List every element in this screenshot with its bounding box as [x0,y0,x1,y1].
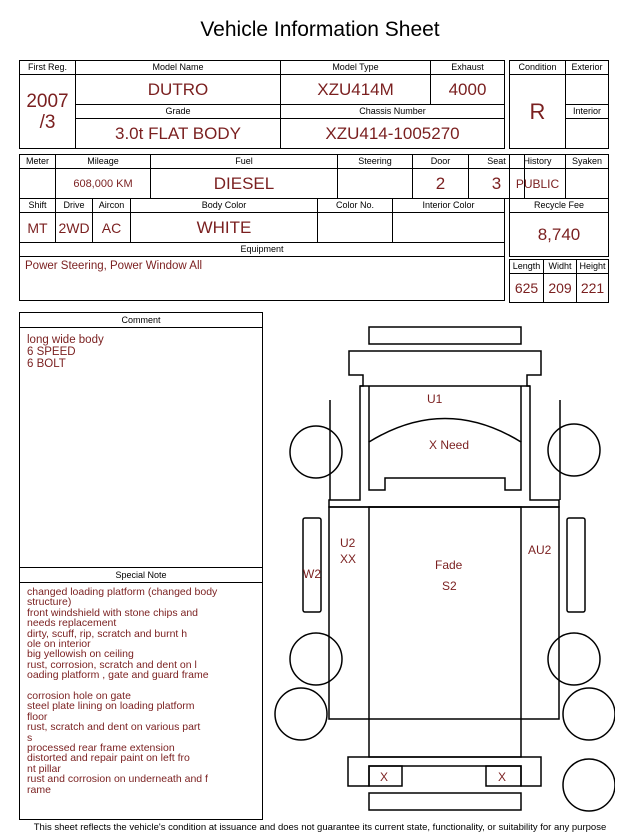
mark-u2: U2 [340,536,356,550]
drive-value: 2WD [56,213,93,243]
note-line: rust, scratch and dent on various part [27,721,201,734]
history-value: PUBLIC [510,169,566,199]
fuel-value: DIESEL [151,169,338,199]
condition-table [509,60,609,149]
condition-label: Condition [510,61,566,75]
mark-xx: XX [340,552,357,566]
note-line: steel plate lining on loading platform [27,700,195,713]
mark-x-need: X Need [429,438,470,452]
comment-line: 6 BOLT [27,358,66,370]
spec-table [19,154,525,199]
note-line: distorted and repair paint on left fro [27,752,190,765]
note-line: rame [27,783,51,796]
mileage-value: 608,000 KM [56,169,151,199]
history-table [509,154,609,257]
first-reg-label: First Reg. [20,61,76,75]
steering-label: Steering [338,155,413,169]
length-value: 625 [510,274,544,303]
sheet-title: Vehicle Information Sheet [200,18,440,41]
note-line: oading platform , gate and guard frame [27,669,209,682]
mileage-label: Mileage [56,155,151,169]
truck-diagram [270,320,615,815]
exterior-value [566,75,609,105]
wheel-rear-left [275,688,327,740]
wheel-mid-left [290,633,342,685]
exhaust-label: Exhaust [431,61,505,75]
wheel-rear-right-outer [563,759,615,811]
comment-heading: Comment [20,313,262,328]
front-bumper [369,327,521,344]
door-value: 2 [413,169,469,199]
shift-value: MT [20,213,56,243]
meter-value [20,169,56,199]
condition-value: R [510,75,566,149]
model-table [19,60,505,149]
steering-value [338,169,413,199]
model-name-value: DUTRO [76,75,281,105]
length-label: Length [510,260,544,274]
fuel-label: Fuel [151,155,338,169]
note-line: big yellowish on ceiling [27,648,134,661]
note-line: structure) [27,596,72,609]
chassis-number-label: Chassis Number [281,105,505,119]
mark-fade: Fade [435,558,463,572]
recycle-fee-value: 8,740 [510,213,609,257]
note-line: needs replacement [27,617,117,630]
model-type-label: Model Type [281,61,431,75]
chassis-number-value: XZU414-1005270 [281,119,505,149]
mark-x-right: X [498,770,507,784]
note-line: corrosion hole on gate [27,690,131,703]
meter-label: Meter [20,155,56,169]
interior-color-value [393,213,505,243]
special-note-heading: Special Note [20,568,262,583]
mark-s2: S2 [442,579,457,593]
special-note-section [20,567,262,795]
right-side-panel [567,518,585,612]
grade-value: 3.0t FLAT BODY [76,119,281,149]
seat-label: Seat [469,155,525,169]
height-label: Height [577,260,609,274]
loading-bed [329,507,559,719]
note-line: processed rear frame extension [27,742,175,755]
comment-list [20,328,262,370]
note-line: s [27,731,33,744]
aircon-label: Aircon [93,199,131,213]
grade-label: Grade [76,105,281,119]
note-line: rust and corrosion on underneath and f [27,773,208,786]
equipment-label: Equipment [20,243,505,257]
dimension-table [509,259,609,303]
note-line: ole on interior [27,638,91,651]
note-line: floor [27,710,48,723]
disclaimer-footer: This sheet reflects the vehicle's condition at issuance and does not guarantee its current state, functionality, or suitability for any purpose [33,822,607,833]
rear-frame [348,757,541,786]
door-label: Door [413,155,469,169]
model-name-label: Model Name [76,61,281,75]
exterior-label: Exterior [566,61,609,75]
color-table [19,198,505,301]
note-line: nt pillar [27,762,61,775]
history-label: History [510,155,566,169]
exhaust-value: 4000 [431,75,505,105]
left-side-panel [303,518,321,612]
mark-u1: U1 [427,392,443,406]
note-line: changed loading platform (changed body [27,586,218,598]
mark-x-left: X [380,770,389,784]
body-color-label: Body Color [131,199,318,213]
mark-au2: AU2 [528,543,552,557]
recycle-fee-label: Recycle Fee [510,199,609,213]
first-reg-value [20,75,76,149]
wheel-mid-right [548,633,600,685]
color-no-value [318,213,393,243]
comment-panel [19,312,263,820]
first-reg-month: /3 [39,111,56,133]
first-reg-year: 2007 [26,90,69,112]
drive-label: Drive [56,199,93,213]
comment-line: 6 SPEED [27,346,76,358]
rear-bumper [369,793,521,810]
wheel-front-left [290,426,342,478]
interior-value [566,119,609,149]
interior-label: Interior [566,105,609,119]
height-value: 221 [577,274,609,303]
equipment-value: Power Steering, Power Window All [20,257,505,301]
shift-label: Shift [20,199,56,213]
mark-w2: W2 [303,567,321,581]
color-no-label: Color No. [318,199,393,213]
note-line: dirty, scuff, rip, scratch and burnt h [27,627,188,640]
aircon-value: AC [93,213,131,243]
width-value: 209 [544,274,577,303]
width-label: Widht [544,260,577,274]
wheel-front-right [548,424,600,476]
windshield [369,419,521,491]
body-color-value: WHITE [131,213,318,243]
comment-line: long wide body [27,334,104,346]
note-line: front windshield with stone chips and [27,606,199,619]
special-note-list [20,583,262,795]
cab-outline [329,351,559,507]
seat-value: 3 [469,169,525,199]
interior-color-label: Interior Color [393,199,505,213]
note-line: rust, corrosion, scratch and dent on l [27,658,197,671]
syaken-value [566,169,609,199]
syaken-label: Syaken [566,155,609,169]
wheel-rear-right [563,688,615,740]
model-type-value: XZU414M [281,75,431,105]
